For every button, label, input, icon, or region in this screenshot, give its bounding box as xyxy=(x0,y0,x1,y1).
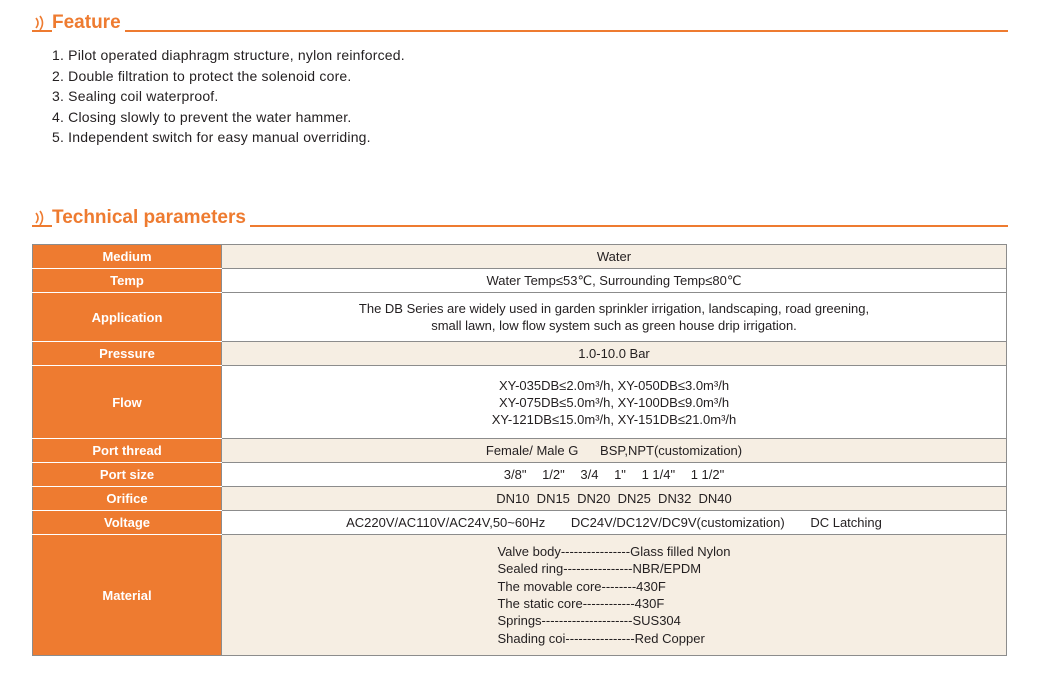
row-label-port-size: Port size xyxy=(33,463,222,487)
row-value-flow xyxy=(222,366,1007,439)
row-label-orifice: Orifice xyxy=(33,487,222,511)
feature-title: Feature xyxy=(52,12,125,34)
feature-item: 3. Sealing coil waterproof. xyxy=(52,88,219,105)
row-label-temp: Temp xyxy=(33,269,222,293)
signal-waves-icon xyxy=(32,14,50,32)
row-value-pressure: 1.0-10.0 Bar xyxy=(222,342,1007,366)
voltage-value: DC24V/DC12V/DC9V(customization) xyxy=(570,515,785,530)
material-line: Springs---------------------SUS304 xyxy=(497,613,681,629)
feature-header xyxy=(32,12,1008,36)
feature-item: 2. Double filtration to protect the solenoid core. xyxy=(52,67,352,84)
voltage-value: DC Latching xyxy=(810,515,882,530)
port-size-value: 3/4 xyxy=(580,467,599,482)
row-label-port-thread: Port thread xyxy=(33,439,222,463)
feature-item: 1. Pilot operated diaphragm structure, nylon reinforced. xyxy=(52,47,405,63)
row-label-voltage: Voltage xyxy=(33,511,222,535)
row-label-material: Material xyxy=(33,535,222,656)
port-size-value: 1 1/2" xyxy=(690,467,725,482)
material-line: The movable core--------430F xyxy=(497,578,666,594)
table-row xyxy=(33,366,1007,439)
row-label-medium: Medium xyxy=(33,245,222,269)
port-size-value: 1/2" xyxy=(542,467,565,482)
application-line: small lawn, low flow system such as green house drip irrigation. xyxy=(431,318,797,333)
row-value-medium: Water xyxy=(222,245,1007,269)
material-list xyxy=(497,543,730,647)
material-line: Valve body----------------Glass filled Nylon xyxy=(497,543,731,559)
row-value-orifice: DN10 DN15 DN20 DN25 DN32 DN40 xyxy=(222,487,1007,511)
application-line: The DB Series are widely used in garden sprinkler irrigation, landscaping, road greening, xyxy=(358,301,870,316)
voltage-value: AC220V/AC110V/AC24V,50~60Hz xyxy=(346,515,546,530)
table-row xyxy=(33,293,1007,342)
port-size-value: 1 1/4" xyxy=(641,467,676,482)
feature-list xyxy=(52,45,405,148)
row-value-voltage xyxy=(222,511,1007,535)
flow-line: XY-121DB≤15.0m³/h, XY-151DB≤21.0m³/h xyxy=(491,411,737,427)
table-row xyxy=(33,535,1007,656)
material-line: The static core------------430F xyxy=(497,596,665,611)
row-value-application xyxy=(222,293,1007,342)
table-row xyxy=(33,463,1007,487)
row-value-material xyxy=(222,535,1007,656)
port-size-value: 1" xyxy=(614,467,626,482)
row-value-port-size xyxy=(222,463,1007,487)
flow-line: XY-075DB≤5.0m³/h, XY-100DB≤9.0m³/h xyxy=(498,394,730,410)
technical-title: Technical parameters xyxy=(52,207,250,229)
technical-header xyxy=(32,207,1008,231)
table-row xyxy=(33,487,1007,511)
feature-divider xyxy=(32,30,1008,32)
feature-item: 4. Closing slowly to prevent the water hammer. xyxy=(52,108,352,125)
table-row xyxy=(33,245,1007,269)
row-value-port-thread: Female/ Male G BSP,NPT(customization) xyxy=(222,439,1007,463)
row-label-application: Application xyxy=(33,293,222,342)
row-label-pressure: Pressure xyxy=(33,342,222,366)
table-row xyxy=(33,342,1007,366)
table-row xyxy=(33,439,1007,463)
port-size-value: 3/8" xyxy=(503,467,527,482)
row-value-temp: Water Temp≤53℃, Surrounding Temp≤80℃ xyxy=(222,269,1007,293)
feature-item: 5. Independent switch for easy manual overriding. xyxy=(52,129,371,146)
flow-line: XY-035DB≤2.0m³/h, XY-050DB≤3.0m³/h xyxy=(498,377,730,393)
table-row xyxy=(33,511,1007,535)
signal-waves-icon xyxy=(32,209,50,227)
table-row xyxy=(33,269,1007,293)
material-line: Sealed ring----------------NBR/EPDM xyxy=(497,561,702,577)
technical-parameters-table xyxy=(32,244,1007,656)
row-label-flow: Flow xyxy=(33,366,222,439)
material-line: Shading coi----------------Red Copper xyxy=(497,630,705,646)
